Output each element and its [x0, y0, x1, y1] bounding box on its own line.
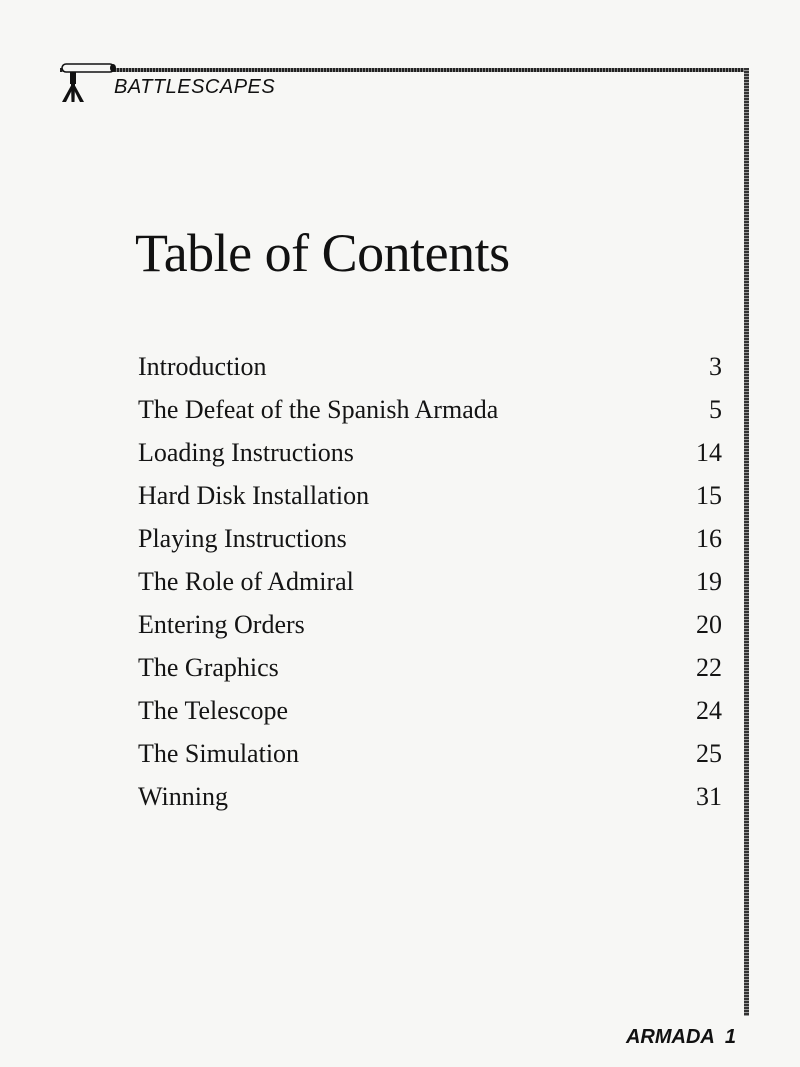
- toc-entry-page: 16: [696, 524, 722, 553]
- toc-entry-label: Winning: [138, 782, 228, 811]
- toc-entry-page: 31: [696, 782, 722, 811]
- toc-entry-page: 20: [696, 610, 722, 639]
- toc-entry: [138, 395, 722, 438]
- toc-entry: [138, 352, 722, 395]
- toc-entry: [138, 653, 722, 696]
- toc-entry: [138, 782, 722, 825]
- toc-entry: [138, 438, 722, 481]
- toc-entry-label: The Defeat of the Spanish Armada: [138, 395, 499, 424]
- header-rule: [60, 68, 748, 72]
- toc-entry: [138, 567, 722, 610]
- footer-page-number: 1: [724, 1026, 736, 1048]
- footer-book-title: ARMADA: [625, 1026, 715, 1048]
- toc-entry-page: 15: [696, 481, 722, 510]
- toc-entry-page: 14: [696, 438, 722, 467]
- toc-entry-page: 19: [696, 567, 722, 596]
- toc-entry-page: 3: [709, 352, 722, 381]
- toc-entry-label: Loading Instructions: [138, 438, 354, 467]
- toc-entry-label: Entering Orders: [138, 610, 305, 639]
- page-title: Table of Contents: [135, 223, 510, 283]
- toc-entry: [138, 739, 722, 782]
- toc-entry-page: 5: [709, 395, 722, 424]
- toc-entry-label: The Role of Admiral: [138, 567, 354, 596]
- table-of-contents: [138, 352, 722, 825]
- toc-entry-label: The Telescope: [138, 696, 289, 725]
- toc-entry-label: Playing Instructions: [138, 524, 347, 553]
- toc-entry: [138, 696, 722, 739]
- toc-entry-label: The Graphics: [138, 653, 279, 682]
- toc-entry: [138, 524, 722, 567]
- page-footer: [626, 1026, 736, 1049]
- toc-entry-page: 25: [696, 739, 722, 768]
- toc-entry-label: Introduction: [138, 352, 267, 381]
- battlescapes-logo-icon: [58, 60, 120, 108]
- page-edge-rule: [744, 68, 749, 1016]
- toc-entry: [138, 610, 722, 653]
- toc-entry: [138, 481, 722, 524]
- toc-entry-label: The Simulation: [138, 739, 300, 768]
- toc-entry-page: 22: [696, 653, 722, 682]
- toc-entry-label: Hard Disk Installation: [138, 481, 370, 510]
- toc-entry-page: 24: [696, 696, 722, 725]
- brand-name: BATTLESCAPES: [114, 76, 276, 98]
